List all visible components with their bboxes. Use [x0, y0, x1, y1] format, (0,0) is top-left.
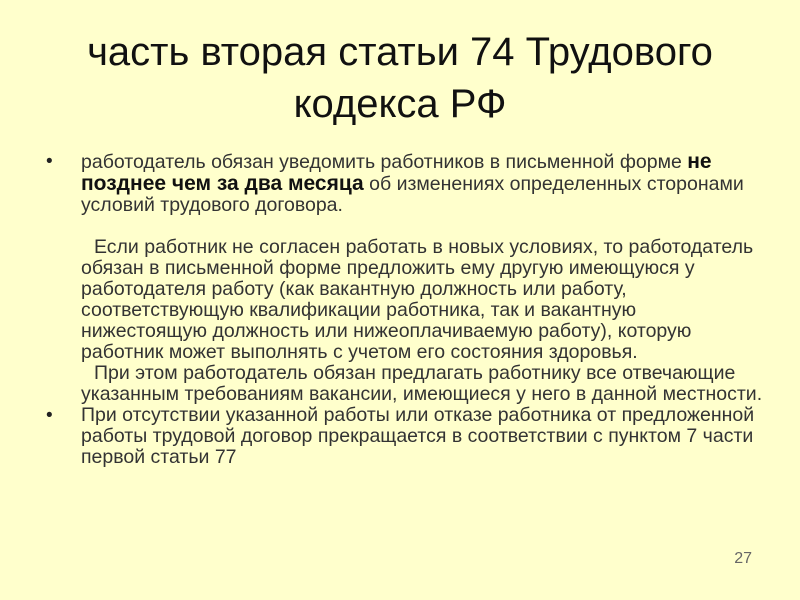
slide-title-line-2: кодекса РФ — [293, 82, 507, 126]
paragraph-all-vacancies: При этом работодатель обязан предлагать работнику все отвечающие указанным требованиям вакансии, имеющиеся у него в данной местности. — [81, 362, 763, 405]
bullet-text-notice — [81, 151, 764, 216]
bullet-text-notice-part2: об изменениях определенных сторонами условий трудового договора. — [81, 173, 744, 216]
paragraph-offer-other-work: Если работник не согласен работать в новых условиях, то работодатель обязан в письменной форме предложить ему другую имеющуюся у работодателя работу (как вакантную должность или работу, соответствующую квалификации работника, так и вакантную нижестоящую должность или нижеоплачиваемую работу), которую работник может выполнять с учетом его состояния здоровья. — [81, 236, 754, 363]
paragraph-gap — [81, 216, 764, 237]
bullet-dot: • — [46, 405, 53, 426]
bullet-text-notice-part1: работодатель обязан уведомить работников в письменной форме — [81, 151, 688, 173]
bullet-text-termination: При отсутствии указанной работы или отказе работника от предложенной работы трудовой договор прекращается в соответствии с пунктом 7 части первой статьи 77 — [81, 404, 755, 468]
bullet-list — [44, 151, 764, 468]
page-number: 27 — [734, 550, 752, 567]
slide-title-line-1: часть вторая статьи 74 Трудового — [87, 30, 713, 74]
bullet-item-termination — [44, 405, 764, 468]
bullet-text-notice-bold: не позднее чем за два месяца — [81, 150, 712, 195]
bullet-dot: • — [46, 151, 53, 172]
bullet-item-notice — [44, 151, 764, 405]
slide-title — [40, 26, 760, 130]
